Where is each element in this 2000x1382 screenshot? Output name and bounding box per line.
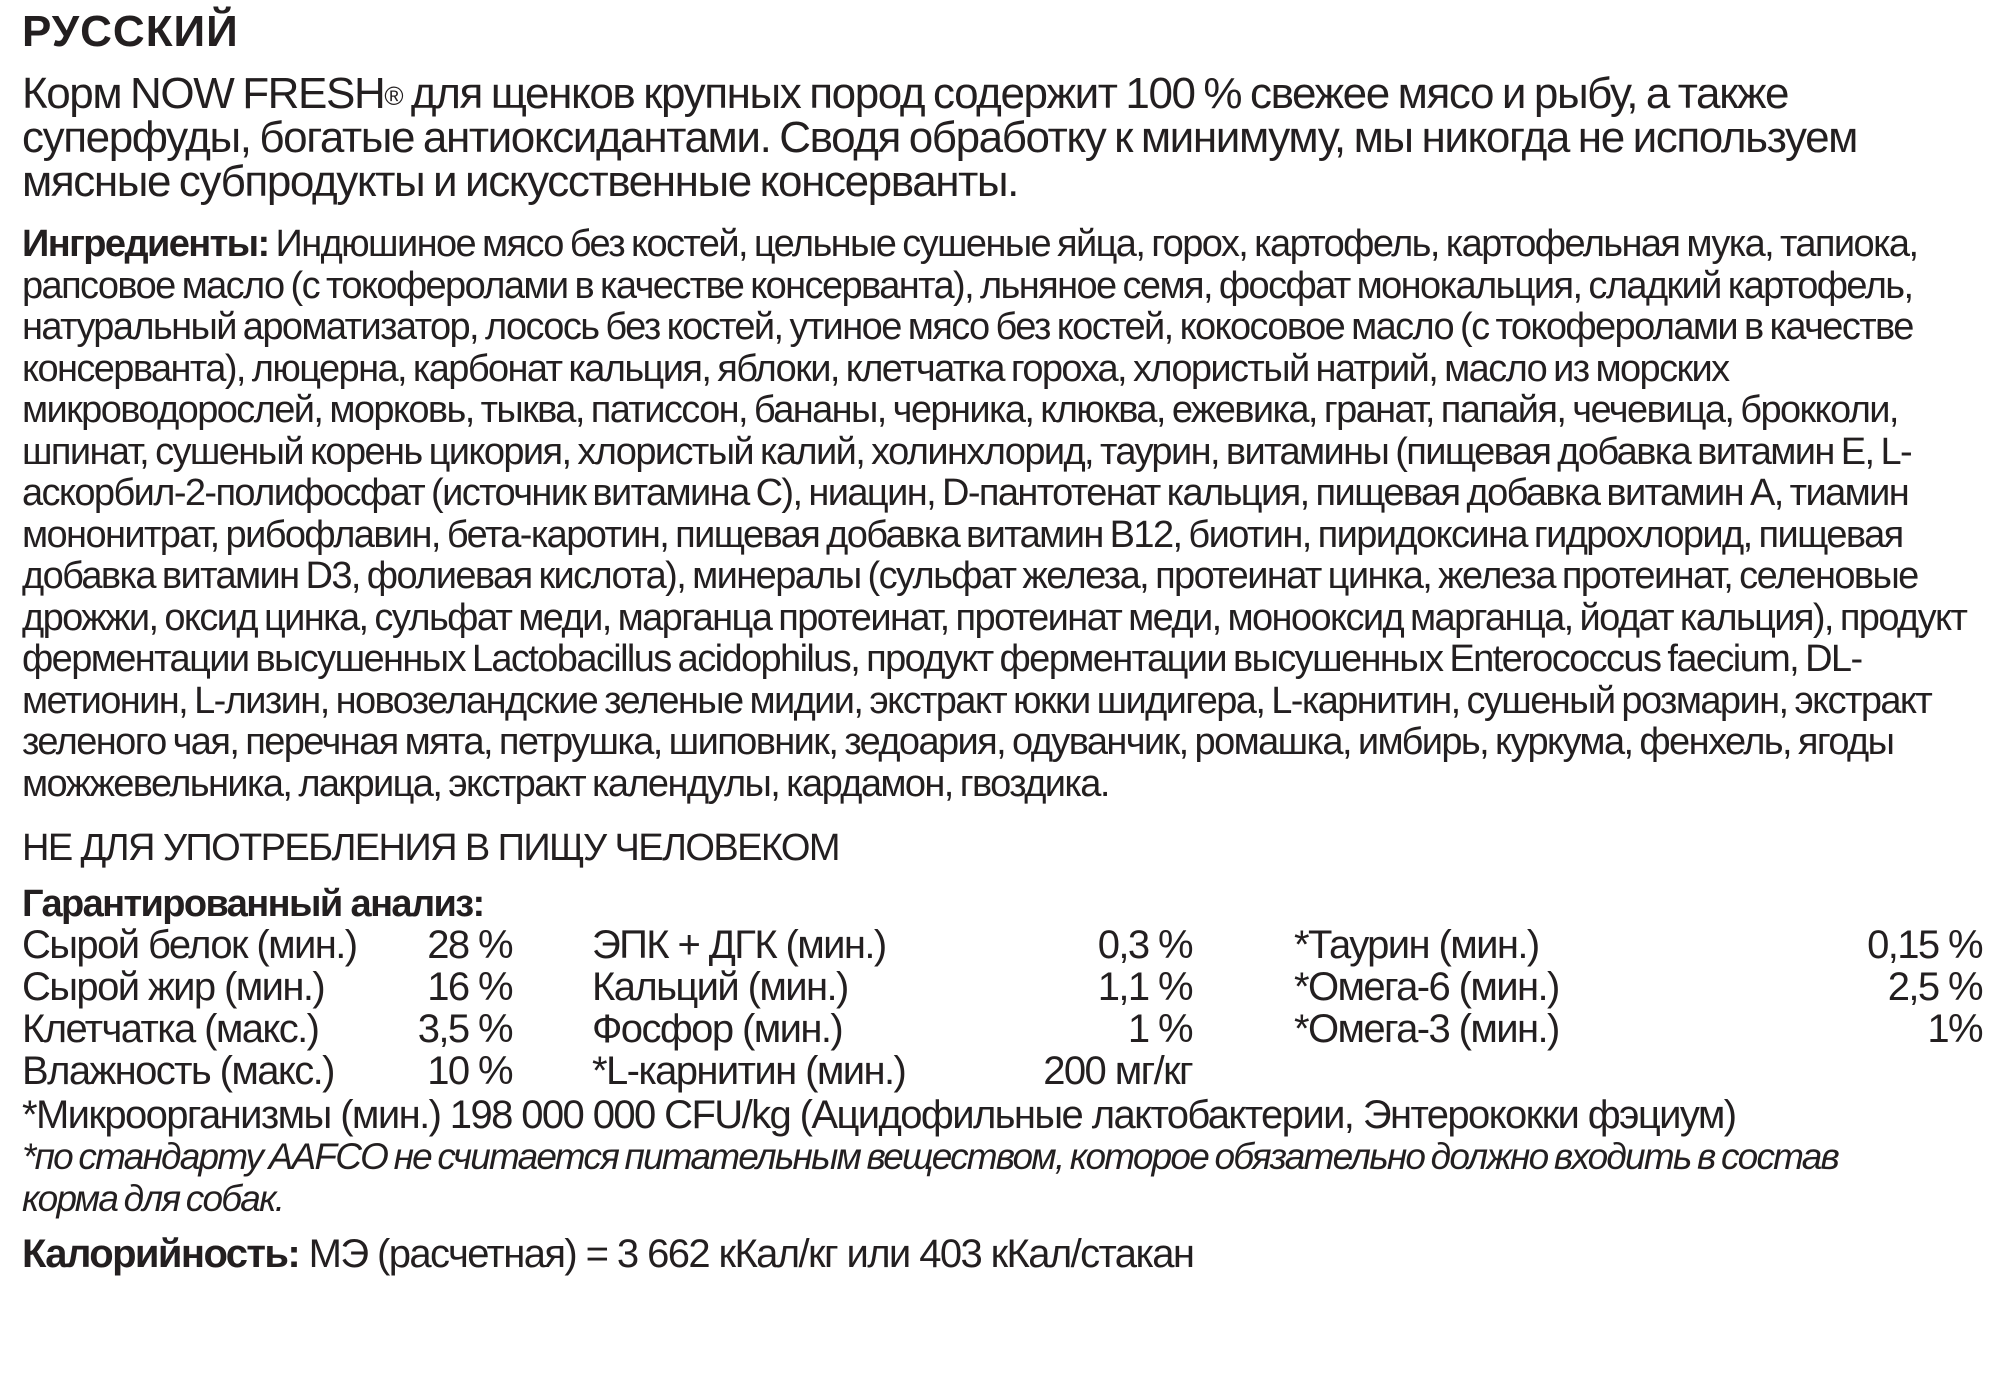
ingredients-list: Индюшиное мясо без костей, цельные сушеные яйца, горох, картофель, картофельная мука, тапиока, рапсовое масло (с токоферолами в качестве консерванта), льняное семя, фосфат монокальция, сладкий картофель, натуральный ароматизатор, лосось без костей, утиное мясо без костей, кокосовое масло (с токоферолами в качестве консерванта), люцерна, карбонат кальция, яблоки, клетчатка гороха, хлористый натрий, масло из морских микроводорослей, морковь, тыква, патиссон, бананы, черника, клюква, ежевика, гранат, папайя, чечевица, брокколи, шпинат, сушеный корень цикория, хлористый калий, холинхлорид, таурин, витамины (пищевая добавка витамин E, L-аскорбил-2-полифосфат (источник витамина C), ниацин, D-пантотенат кальция, пищевая добавка витамин A, тиамин мононитрат, рибофлавин, бета-каротин, пищевая добавка витамин B12, биотин, пиридоксина гидрохлорид, пищевая добавка витамин D3, фолиевая кислота), минералы (сульфат железа, протеинат цинка, железа протеинат, селеновые дрожжи, оксид цинка, сульфат меди, марганца протеинат, протеинат меди, монооксид марганца, йодат кальция), продукт ферментации высушенных Lactobacillus acidophilus, продукт ферментации высушенных Enterococcus faecium, DL-метионин, L-лизин, новозеландские зеленые мидии, экстракт юкки шидигера, L-карнитин, сушеный розмарин, экстракт зеленого чая, перечная мята, петрушка, шиповник, зедоария, одуванчик, ромашка, имбирь, куркума, фенхель, ягоды можжевельника, лакрица, экстракт календулы, кардамон, гвоздика. [22, 223, 1967, 805]
analysis-value: 1% [1927, 1007, 1982, 1051]
analysis-label: *Омега-3 (мин.) [1294, 1007, 1559, 1051]
analysis-label: *L-карнитин (мин.) [592, 1049, 906, 1093]
analysis-value: 16 % [427, 965, 512, 1009]
product-description [22, 69, 1982, 206]
not-for-human-consumption-warning: НЕ ДЛЯ УПОТРЕБЛЕНИЯ В ПИЩУ ЧЕЛОВЕКОМ [22, 827, 839, 869]
analysis-label: Сырой белок (мин.) [22, 923, 357, 967]
analysis-label: Влажность (макс.) [22, 1049, 334, 1093]
analysis-row [22, 924, 1982, 966]
analysis-value: 2,5 % [1887, 965, 1982, 1009]
product-description-start: Корм NOW FRESH [22, 69, 385, 118]
microorganisms-line: *Микроорганизмы (мин.) 198 000 000 CFU/kg (Ацидофильные лактобактерии, Энтерококки фэциум) [22, 1093, 1736, 1137]
calorie-content [22, 1232, 1193, 1276]
calorie-label: Калорийность: [22, 1232, 300, 1276]
analysis-value: 1 % [1127, 1007, 1192, 1051]
analysis-row [22, 1008, 1982, 1050]
analysis-label: Кальций (мин.) [592, 965, 848, 1009]
analysis-row [22, 1050, 1982, 1092]
analysis-row [22, 966, 1982, 1008]
calorie-value: МЭ (расчетная) = 3 662 кКал/кг или 403 кКал/стакан [299, 1232, 1194, 1276]
analysis-label: *Таурин (мин.) [1294, 923, 1539, 967]
guaranteed-analysis-heading: Гарантированный анализ: [22, 883, 484, 925]
analysis-label: Фосфор (мин.) [592, 1007, 843, 1051]
ingredients-label: Ингредиенты: [22, 223, 269, 265]
analysis-label: ЭПК + ДГК (мин.) [592, 923, 886, 967]
analysis-value: 0,3 % [1097, 923, 1192, 967]
analysis-value: 28 % [427, 923, 512, 967]
analysis-label: *Омега-6 (мин.) [1294, 965, 1559, 1009]
ingredients-paragraph [22, 224, 1982, 805]
analysis-value: 10 % [427, 1049, 512, 1093]
aafco-footnote: *по стандарту AAFCO не считается питательным веществом, которое обязательно должно входить в состав корма для собак. [22, 1136, 1839, 1219]
analysis-label: Клетчатка (макс.) [22, 1007, 319, 1051]
analysis-value: 1,1 % [1097, 965, 1192, 1009]
analysis-value: 0,15 % [1867, 923, 1982, 967]
language-heading: РУССКИЙ [22, 7, 239, 56]
analysis-label: Сырой жир (мин.) [22, 965, 325, 1009]
analysis-value: 3,5 % [417, 1007, 512, 1051]
analysis-value: 200 мг/кг [1043, 1049, 1192, 1093]
product-description-rest: для щенков крупных пород содержит 100 % свежее мясо и рыбу, а также суперфуды, богатые антиоксидантами. Сводя обработку к минимуму, мы никогда не используем мясные субпродукты и искусственные консерванты. [22, 69, 1858, 206]
registered-trademark-mark: ® [384, 81, 403, 111]
